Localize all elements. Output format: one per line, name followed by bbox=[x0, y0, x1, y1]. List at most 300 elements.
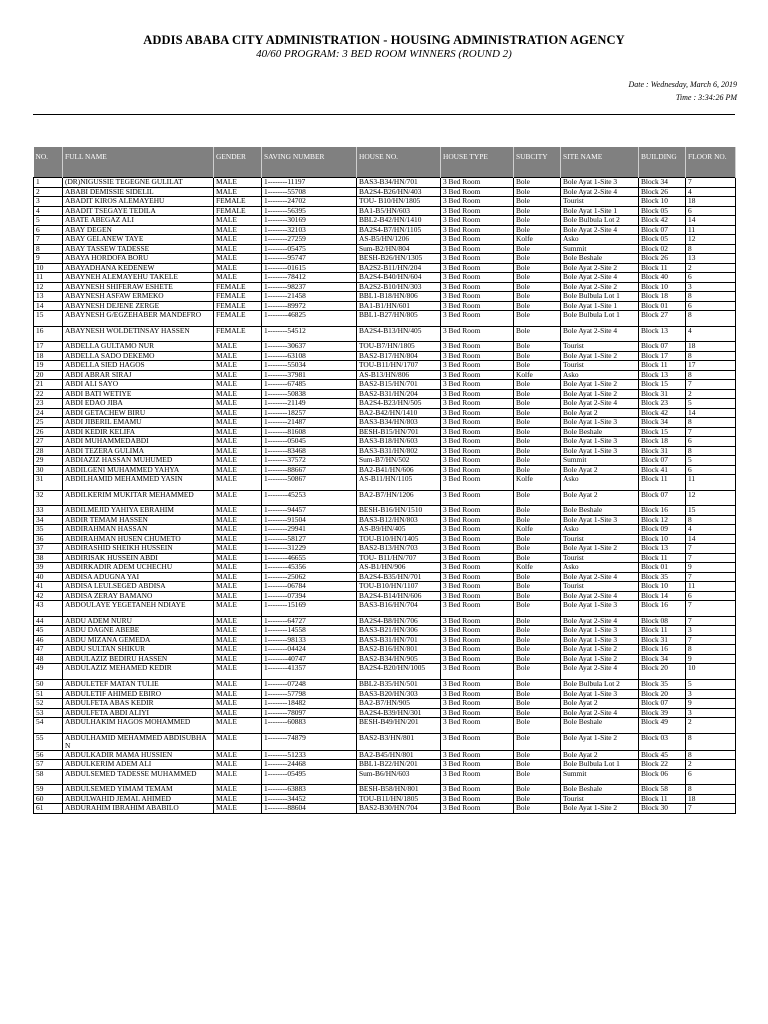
cell-no: 31 bbox=[34, 475, 63, 491]
column-header-subcity: SUBCITY bbox=[514, 147, 561, 178]
cell-subcity: Bole bbox=[514, 273, 561, 283]
cell-saving-number: 1--------74879 bbox=[262, 733, 357, 750]
cell-house-type: 3 Bed Room bbox=[441, 475, 514, 491]
cell-gender: MALE bbox=[214, 361, 262, 371]
cell-house-type: 3 Bed Room bbox=[441, 544, 514, 554]
cell-gender: MALE bbox=[214, 534, 262, 544]
cell-building: Block 16 bbox=[639, 601, 686, 617]
cell-house-type: 3 Bed Room bbox=[441, 408, 514, 418]
cell-gender: MALE bbox=[214, 804, 262, 814]
cell-site-name: Bole Ayat 2-Site 4 bbox=[561, 616, 639, 626]
cell-saving-number: 1--------63108 bbox=[262, 351, 357, 361]
cell-floor-no: 7 bbox=[686, 601, 736, 617]
cell-gender: MALE bbox=[214, 351, 262, 361]
cell-saving-number: 1--------95747 bbox=[262, 254, 357, 264]
table-row bbox=[34, 553, 736, 563]
cell-gender: MALE bbox=[214, 244, 262, 254]
cell-subcity: Bole bbox=[514, 708, 561, 718]
cell-full-name: ABDULFETA ABDI ALIYI bbox=[63, 708, 214, 718]
table-row bbox=[34, 216, 736, 226]
table-row bbox=[34, 785, 736, 795]
cell-site-name: Bole Ayat 2-Site 4 bbox=[561, 664, 639, 680]
cell-site-name: Tourist bbox=[561, 342, 639, 352]
cell-house-no: Sum-B6/HN/603 bbox=[357, 769, 441, 785]
cell-full-name: ABDIRISAK HUSSEIN ABDI bbox=[63, 553, 214, 563]
cell-subcity: Bole bbox=[514, 591, 561, 601]
cell-full-name: ABDU MIZANA GEMEDA bbox=[63, 635, 214, 645]
cell-site-name: Bole Bulbula Lot 1 bbox=[561, 311, 639, 327]
cell-no: 11 bbox=[34, 273, 63, 283]
cell-full-name: ABDIAZIZ HASSAN MUHUMED bbox=[63, 456, 214, 466]
cell-house-type: 3 Bed Room bbox=[441, 760, 514, 770]
column-header-no: NO. bbox=[34, 147, 63, 178]
cell-full-name: ABAYA HORDOFA BORU bbox=[63, 254, 214, 264]
cell-house-no: BBL2-B42/HN/1410 bbox=[357, 216, 441, 226]
table-row bbox=[34, 544, 736, 554]
cell-building: Block 30 bbox=[639, 804, 686, 814]
cell-floor-no: 3 bbox=[686, 626, 736, 636]
cell-floor-no: 7 bbox=[686, 804, 736, 814]
cell-building: Block 14 bbox=[639, 591, 686, 601]
cell-house-type: 3 Bed Room bbox=[441, 370, 514, 380]
cell-house-type: 3 Bed Room bbox=[441, 553, 514, 563]
cell-floor-no: 7 bbox=[686, 178, 736, 188]
cell-building: Block 40 bbox=[639, 273, 686, 283]
cell-full-name: ABDISA ADUGNA YAI bbox=[63, 572, 214, 582]
cell-building: Block 07 bbox=[639, 342, 686, 352]
cell-saving-number: 1--------67485 bbox=[262, 380, 357, 390]
cell-full-name: ABDELLA SIED HAGOS bbox=[63, 361, 214, 371]
cell-site-name: Tourist bbox=[561, 553, 639, 563]
cell-gender: FEMALE bbox=[214, 206, 262, 216]
cell-subcity: Bole bbox=[514, 680, 561, 690]
cell-full-name: ABDIRKADIR ADEM UCHECHU bbox=[63, 563, 214, 573]
cell-house-no: BAS3-B34/HN/701 bbox=[357, 178, 441, 188]
cell-gender: MALE bbox=[214, 456, 262, 466]
cell-subcity: Bole bbox=[514, 699, 561, 709]
cell-site-name: Bole Bulbula Lot 2 bbox=[561, 680, 639, 690]
cell-house-no: BA1-B5/HN/603 bbox=[357, 206, 441, 216]
cell-house-type: 3 Bed Room bbox=[441, 427, 514, 437]
cell-house-no: BA2S4-B26/HN/403 bbox=[357, 187, 441, 197]
cell-house-no: AS-B9/HN/405 bbox=[357, 525, 441, 535]
cell-house-type: 3 Bed Room bbox=[441, 515, 514, 525]
cell-no: 53 bbox=[34, 708, 63, 718]
cell-subcity: Bole bbox=[514, 197, 561, 207]
cell-subcity: Bole bbox=[514, 515, 561, 525]
cell-no: 30 bbox=[34, 465, 63, 475]
cell-subcity: Bole bbox=[514, 654, 561, 664]
cell-house-type: 3 Bed Room bbox=[441, 216, 514, 226]
cell-house-no: BA2S4-B8/HN/706 bbox=[357, 616, 441, 626]
table-row bbox=[34, 525, 736, 535]
cell-no: 5 bbox=[34, 216, 63, 226]
cell-subcity: Bole bbox=[514, 437, 561, 447]
cell-site-name: Bole Ayat 1-Site 1 bbox=[561, 206, 639, 216]
cell-house-no: Sum-B7/HN/502 bbox=[357, 456, 441, 466]
cell-building: Block 58 bbox=[639, 785, 686, 795]
cell-gender: MALE bbox=[214, 794, 262, 804]
cell-floor-no: 2 bbox=[686, 760, 736, 770]
cell-saving-number: 1--------05495 bbox=[262, 769, 357, 785]
cell-house-type: 3 Bed Room bbox=[441, 572, 514, 582]
cell-building: Block 15 bbox=[639, 380, 686, 390]
cell-no: 14 bbox=[34, 301, 63, 311]
column-header-site-name: SITE NAME bbox=[561, 147, 639, 178]
cell-full-name: ABDULHAMID MEHAMMED ABDISUBHAN bbox=[63, 733, 214, 750]
cell-floor-no: 14 bbox=[686, 408, 736, 418]
cell-no: 32 bbox=[34, 490, 63, 506]
cell-house-no: Sum-B2/HN/804 bbox=[357, 244, 441, 254]
cell-house-type: 3 Bed Room bbox=[441, 206, 514, 216]
cell-floor-no: 5 bbox=[686, 456, 736, 466]
cell-no: 46 bbox=[34, 635, 63, 645]
cell-full-name: ABDOULAYE YEGETANEH NDIAYE bbox=[63, 601, 214, 617]
cell-house-type: 3 Bed Room bbox=[441, 804, 514, 814]
table-row bbox=[34, 582, 736, 592]
cell-gender: MALE bbox=[214, 437, 262, 447]
cell-full-name: ABDI GETACHEW BIRU bbox=[63, 408, 214, 418]
cell-house-no: BA2S4-B13/HN/405 bbox=[357, 326, 441, 342]
cell-saving-number: 1--------37572 bbox=[262, 456, 357, 466]
cell-building: Block 13 bbox=[639, 370, 686, 380]
cell-house-type: 3 Bed Room bbox=[441, 563, 514, 573]
cell-subcity: Bole bbox=[514, 645, 561, 655]
cell-floor-no: 2 bbox=[686, 389, 736, 399]
cell-building: Block 42 bbox=[639, 216, 686, 226]
cell-saving-number: 1--------41357 bbox=[262, 664, 357, 680]
cell-site-name: Bole Bulbula Lot 1 bbox=[561, 292, 639, 302]
column-header-house-no: HOUSE NO. bbox=[357, 147, 441, 178]
cell-floor-no: 11 bbox=[686, 582, 736, 592]
cell-no: 17 bbox=[34, 342, 63, 352]
cell-saving-number: 1--------27259 bbox=[262, 235, 357, 245]
cell-full-name: ABDELLA GULTAMO NUR bbox=[63, 342, 214, 352]
table-row bbox=[34, 515, 736, 525]
cell-gender: MALE bbox=[214, 572, 262, 582]
cell-subcity: Bole bbox=[514, 342, 561, 352]
cell-site-name: Bole Ayat 2-Site 4 bbox=[561, 399, 639, 409]
cell-gender: MALE bbox=[214, 342, 262, 352]
cell-full-name: ABDU ADEM NURU bbox=[63, 616, 214, 626]
cell-full-name: ABAYNESH DEJENE ZERGE bbox=[63, 301, 214, 311]
cell-saving-number: 1--------78097 bbox=[262, 708, 357, 718]
cell-floor-no: 8 bbox=[686, 311, 736, 327]
cell-building: Block 26 bbox=[639, 254, 686, 264]
cell-subcity: Bole bbox=[514, 206, 561, 216]
cell-subcity: Bole bbox=[514, 601, 561, 617]
cell-gender: MALE bbox=[214, 399, 262, 409]
cell-house-no: TOU- B11/HN/707 bbox=[357, 553, 441, 563]
cell-site-name: Tourist bbox=[561, 794, 639, 804]
cell-building: Block 31 bbox=[639, 389, 686, 399]
cell-house-no: AS-B13/HN/806 bbox=[357, 370, 441, 380]
cell-floor-no: 4 bbox=[686, 525, 736, 535]
cell-full-name: ABDI EDAO JIBA bbox=[63, 399, 214, 409]
cell-saving-number: 1--------56395 bbox=[262, 206, 357, 216]
cell-gender: MALE bbox=[214, 225, 262, 235]
table-row bbox=[34, 437, 736, 447]
cell-house-type: 3 Bed Room bbox=[441, 437, 514, 447]
cell-saving-number: 1--------15169 bbox=[262, 601, 357, 617]
cell-subcity: Bole bbox=[514, 635, 561, 645]
cell-no: 13 bbox=[34, 292, 63, 302]
cell-building: Block 18 bbox=[639, 292, 686, 302]
cell-subcity: Bole bbox=[514, 794, 561, 804]
cell-house-type: 3 Bed Room bbox=[441, 733, 514, 750]
cell-subcity: Bole bbox=[514, 572, 561, 582]
table-row bbox=[34, 418, 736, 428]
cell-house-type: 3 Bed Room bbox=[441, 273, 514, 283]
cell-no: 58 bbox=[34, 769, 63, 785]
cell-gender: MALE bbox=[214, 525, 262, 535]
cell-building: Block 22 bbox=[639, 760, 686, 770]
cell-house-type: 3 Bed Room bbox=[441, 351, 514, 361]
cell-house-no: BAS3-B18/HN/603 bbox=[357, 437, 441, 447]
cell-subcity: Kolfe bbox=[514, 235, 561, 245]
cell-subcity: Bole bbox=[514, 544, 561, 554]
cell-site-name: Bole Ayat 2 bbox=[561, 699, 639, 709]
column-header-building: BUILDING bbox=[639, 147, 686, 178]
table-row bbox=[34, 254, 736, 264]
cell-no: 24 bbox=[34, 408, 63, 418]
cell-building: Block 01 bbox=[639, 301, 686, 311]
cell-floor-no: 3 bbox=[686, 689, 736, 699]
cell-house-type: 3 Bed Room bbox=[441, 301, 514, 311]
cell-house-type: 3 Bed Room bbox=[441, 525, 514, 535]
cell-no: 2 bbox=[34, 187, 63, 197]
cell-site-name: Bole Ayat 1-Site 2 bbox=[561, 351, 639, 361]
cell-saving-number: 1--------18482 bbox=[262, 699, 357, 709]
table-row bbox=[34, 351, 736, 361]
cell-house-no: BBL1-B18/HN/806 bbox=[357, 292, 441, 302]
cell-building: Block 07 bbox=[639, 225, 686, 235]
cell-site-name: Bole Beshale bbox=[561, 427, 639, 437]
cell-gender: MALE bbox=[214, 446, 262, 456]
cell-no: 35 bbox=[34, 525, 63, 535]
cell-house-no: BAS2-B16/HN/801 bbox=[357, 645, 441, 655]
cell-building: Block 08 bbox=[639, 616, 686, 626]
cell-gender: MALE bbox=[214, 187, 262, 197]
cell-floor-no: 14 bbox=[686, 534, 736, 544]
cell-building: Block 11 bbox=[639, 263, 686, 273]
cell-gender: MALE bbox=[214, 591, 262, 601]
cell-house-type: 3 Bed Room bbox=[441, 342, 514, 352]
cell-subcity: Bole bbox=[514, 506, 561, 516]
cell-no: 9 bbox=[34, 254, 63, 264]
cell-saving-number: 1--------57798 bbox=[262, 689, 357, 699]
cell-house-no: BA2-B41/HN/606 bbox=[357, 465, 441, 475]
cell-floor-no: 9 bbox=[686, 654, 736, 664]
report-time: Time : 3:34:26 PM bbox=[675, 93, 737, 102]
cell-no: 7 bbox=[34, 235, 63, 245]
cell-house-no: TOU-B10/HN/1405 bbox=[357, 534, 441, 544]
cell-site-name: Bole Ayat 2-Site 4 bbox=[561, 591, 639, 601]
cell-house-no: BAS3-B20/HN/303 bbox=[357, 689, 441, 699]
cell-full-name: ABADIT TSEGAYE TEDILA bbox=[63, 206, 214, 216]
cell-gender: FEMALE bbox=[214, 292, 262, 302]
cell-site-name: Asko bbox=[561, 563, 639, 573]
cell-subcity: Bole bbox=[514, 750, 561, 760]
cell-full-name: ABDIRAHMAN HUSEN CHUMETO bbox=[63, 534, 214, 544]
cell-saving-number: 1--------94457 bbox=[262, 506, 357, 516]
cell-house-no: AS-B1/HN/906 bbox=[357, 563, 441, 573]
cell-floor-no: 5 bbox=[686, 399, 736, 409]
cell-saving-number: 1--------31229 bbox=[262, 544, 357, 554]
cell-site-name: Bole Ayat 1-Site 3 bbox=[561, 446, 639, 456]
cell-saving-number: 1--------50838 bbox=[262, 389, 357, 399]
cell-building: Block 23 bbox=[639, 399, 686, 409]
cell-gender: MALE bbox=[214, 506, 262, 516]
cell-no: 60 bbox=[34, 794, 63, 804]
cell-saving-number: 1--------81608 bbox=[262, 427, 357, 437]
cell-subcity: Bole bbox=[514, 418, 561, 428]
cell-saving-number: 1--------21458 bbox=[262, 292, 357, 302]
cell-subcity: Bole bbox=[514, 311, 561, 327]
cell-house-type: 3 Bed Room bbox=[441, 292, 514, 302]
cell-floor-no: 9 bbox=[686, 699, 736, 709]
cell-floor-no: 6 bbox=[686, 273, 736, 283]
cell-house-no: TOU-B7/HN/1805 bbox=[357, 342, 441, 352]
cell-house-type: 3 Bed Room bbox=[441, 654, 514, 664]
cell-house-type: 3 Bed Room bbox=[441, 263, 514, 273]
cell-gender: MALE bbox=[214, 680, 262, 690]
cell-house-no: BAS3-B31/HN/802 bbox=[357, 446, 441, 456]
cell-floor-no: 17 bbox=[686, 361, 736, 371]
cell-floor-no: 7 bbox=[686, 427, 736, 437]
cell-subcity: Bole bbox=[514, 187, 561, 197]
cell-floor-no: 6 bbox=[686, 465, 736, 475]
table-row bbox=[34, 591, 736, 601]
cell-floor-no: 8 bbox=[686, 370, 736, 380]
cell-building: Block 01 bbox=[639, 563, 686, 573]
cell-saving-number: 1--------64727 bbox=[262, 616, 357, 626]
cell-building: Block 15 bbox=[639, 427, 686, 437]
cell-no: 45 bbox=[34, 626, 63, 636]
cell-floor-no: 2 bbox=[686, 263, 736, 273]
cell-site-name: Tourist bbox=[561, 534, 639, 544]
cell-floor-no: 11 bbox=[686, 225, 736, 235]
cell-subcity: Bole bbox=[514, 225, 561, 235]
table-row bbox=[34, 490, 736, 506]
cell-floor-no: 10 bbox=[686, 664, 736, 680]
cell-site-name: Bole Ayat 1-Site 3 bbox=[561, 635, 639, 645]
cell-house-type: 3 Bed Room bbox=[441, 399, 514, 409]
cell-house-type: 3 Bed Room bbox=[441, 699, 514, 709]
cell-saving-number: 1--------11197 bbox=[262, 178, 357, 188]
table-row bbox=[34, 235, 736, 245]
cell-saving-number: 1--------29941 bbox=[262, 525, 357, 535]
cell-building: Block 16 bbox=[639, 506, 686, 516]
cell-gender: MALE bbox=[214, 708, 262, 718]
cell-gender: MALE bbox=[214, 475, 262, 491]
table-row bbox=[34, 626, 736, 636]
cell-no: 3 bbox=[34, 197, 63, 207]
table-row bbox=[34, 225, 736, 235]
cell-floor-no: 5 bbox=[686, 680, 736, 690]
cell-house-no: BA2S4-B7/HN/1105 bbox=[357, 225, 441, 235]
cell-site-name: Bole Ayat 2 bbox=[561, 465, 639, 475]
table-row bbox=[34, 718, 736, 734]
cell-site-name: Bole Ayat 2-Site 4 bbox=[561, 225, 639, 235]
cell-subcity: Bole bbox=[514, 301, 561, 311]
cell-gender: MALE bbox=[214, 490, 262, 506]
table-row bbox=[34, 342, 736, 352]
cell-site-name: Bole Ayat 1-Site 3 bbox=[561, 437, 639, 447]
cell-building: Block 42 bbox=[639, 408, 686, 418]
cell-house-no: BAS2-B13/HN/703 bbox=[357, 544, 441, 554]
cell-full-name: ABDULKERIM ADEM ALI bbox=[63, 760, 214, 770]
cell-subcity: Bole bbox=[514, 408, 561, 418]
table-row bbox=[34, 616, 736, 626]
cell-floor-no: 8 bbox=[686, 244, 736, 254]
cell-house-no: BESH-B58/HN/801 bbox=[357, 785, 441, 795]
cell-subcity: Bole bbox=[514, 326, 561, 342]
cell-full-name: ABDILMEJID YAHIYA EBRAHIM bbox=[63, 506, 214, 516]
cell-saving-number: 1--------50867 bbox=[262, 475, 357, 491]
table-row bbox=[34, 475, 736, 491]
cell-no: 10 bbox=[34, 263, 63, 273]
cell-building: Block 18 bbox=[639, 437, 686, 447]
cell-site-name: Bole Ayat 2-Site 4 bbox=[561, 572, 639, 582]
cell-subcity: Kolfe bbox=[514, 525, 561, 535]
cell-no: 28 bbox=[34, 446, 63, 456]
cell-building: Block 35 bbox=[639, 680, 686, 690]
cell-site-name: Bole Ayat 1-Site 1 bbox=[561, 301, 639, 311]
cell-no: 22 bbox=[34, 389, 63, 399]
cell-floor-no: 18 bbox=[686, 794, 736, 804]
cell-site-name: Bole Ayat 1-Site 3 bbox=[561, 601, 639, 617]
cell-floor-no: 6 bbox=[686, 591, 736, 601]
cell-no: 21 bbox=[34, 380, 63, 390]
cell-gender: MALE bbox=[214, 654, 262, 664]
cell-gender: MALE bbox=[214, 408, 262, 418]
cell-subcity: Bole bbox=[514, 582, 561, 592]
cell-site-name: Tourist bbox=[561, 197, 639, 207]
cell-subcity: Bole bbox=[514, 446, 561, 456]
cell-saving-number: 1--------04424 bbox=[262, 645, 357, 655]
cell-house-type: 3 Bed Room bbox=[441, 282, 514, 292]
cell-subcity: Bole bbox=[514, 718, 561, 734]
cell-saving-number: 1--------18257 bbox=[262, 408, 357, 418]
cell-floor-no: 8 bbox=[686, 351, 736, 361]
cell-floor-no: 14 bbox=[686, 216, 736, 226]
cell-building: Block 35 bbox=[639, 572, 686, 582]
cell-house-type: 3 Bed Room bbox=[441, 785, 514, 795]
cell-house-type: 3 Bed Room bbox=[441, 361, 514, 371]
cell-house-no: BBL2-B35/HN/501 bbox=[357, 680, 441, 690]
cell-floor-no: 8 bbox=[686, 750, 736, 760]
cell-gender: FEMALE bbox=[214, 326, 262, 342]
cell-site-name: Bole Ayat 1-Site 2 bbox=[561, 544, 639, 554]
cell-floor-no: 15 bbox=[686, 506, 736, 516]
cell-saving-number: 1--------07248 bbox=[262, 680, 357, 690]
cell-floor-no: 7 bbox=[686, 572, 736, 582]
table-row bbox=[34, 465, 736, 475]
cell-building: Block 13 bbox=[639, 544, 686, 554]
cell-subcity: Bole bbox=[514, 689, 561, 699]
cell-no: 36 bbox=[34, 534, 63, 544]
cell-no: 38 bbox=[34, 553, 63, 563]
cell-full-name: ABDELLA SADO DEKEMO bbox=[63, 351, 214, 361]
table-header-row bbox=[34, 147, 736, 178]
cell-site-name: Bole Ayat 1-Site 3 bbox=[561, 178, 639, 188]
cell-house-no: BAS2-B17/HN/804 bbox=[357, 351, 441, 361]
table-row bbox=[34, 750, 736, 760]
cell-house-type: 3 Bed Room bbox=[441, 446, 514, 456]
cell-full-name: ABDU DAGNE ABEBE bbox=[63, 626, 214, 636]
cell-floor-no: 8 bbox=[686, 418, 736, 428]
